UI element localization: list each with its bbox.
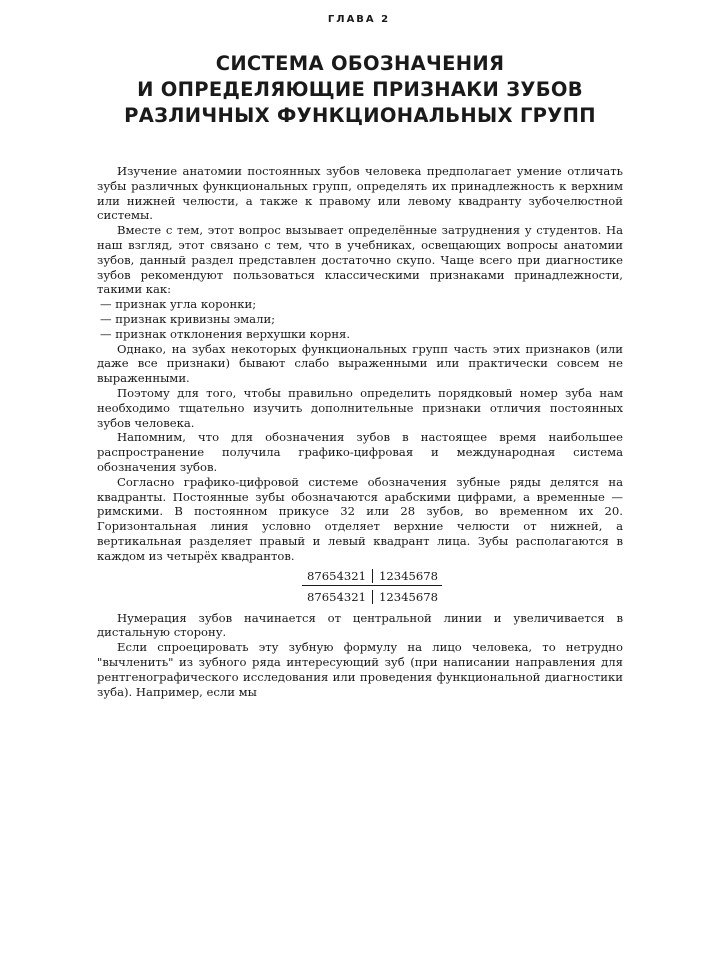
paragraph-7: Нумерация зубов начинается от центральной линии и увеличивается в дистальную сторону. (97, 610, 623, 640)
formula-lower-right-quadrant: 87654321 (302, 590, 373, 604)
list-item-root-deviation: — признак отклонения верхушки корня. (100, 326, 351, 341)
formula-lower-left-quadrant: 12345678 (379, 589, 439, 604)
formula-lower-row (302, 586, 442, 606)
running-head-chapter: ГЛАВА 2 (327, 14, 391, 25)
paragraph-4: Поэтому для того, чтобы правильно определить порядковый номер зуба нам необходимо тщательно изучить дополнительные признаки отличия постоянных зубов человека. (97, 385, 623, 430)
formula-upper-left-quadrant: 12345678 (379, 568, 439, 583)
list-item-enamel-curvature: — признак кривизны эмали; (100, 311, 276, 326)
paragraph-3: Однако, на зубах некоторых функциональных групп часть этих признаков (или даже все признаки) бывают слабо выраженными или практически совсем не выраженными. (97, 341, 623, 386)
list-item-crown-angle: — признак угла коронки; (100, 297, 257, 312)
paragraph-5: Напомним, что для обозначения зубов в настоящее время наибольшее распространение получила графико-цифровая и международная система обозначения зубов. (97, 430, 623, 474)
formula-upper-right-quadrant: 87654321 (302, 569, 373, 583)
body-text (97, 164, 623, 699)
formula-upper-row (302, 567, 442, 586)
paragraph-2: Вместе с тем, этот вопрос вызывает определённые затруднения у студентов. На наш взгляд, этот связано с тем, что в учебниках, освещающих вопросы анатомии зубов, данный раздел представлен достаточно скупо. Чаще всего при диагностике зубов рекомендуют пользоваться классическими признаками принадлежности, такими как: (97, 223, 623, 297)
paragraph-6: Согласно графико-цифровой системе обозначения зубные ряды делятся на квадранты. Постоянные зубы обозначаются арабскими цифрами, а временные — римскими. В постоянном прикусе 32 или 28 зубов, во временном их 20. Горизонтальная линия условно отделяет верхние челюсти от нижней, а вертикальная разделяет правый и левый квадрант лица. Зубы располагаются в каждом из четырёх квадрантов. (97, 474, 623, 563)
paragraph-1: Изучение анатомии постоянных зубов человека предполагает умение отличать зубы различных функциональных групп, определять их принадлежность к верхним или нижней челюсти, а также к правому или левому квадранту зубочелюстной системы. (97, 164, 623, 223)
dental-formula (302, 567, 442, 606)
paragraph-8: Если спроецировать эту зубную формулу на лицо человека, то нетрудно "вычленить" из зубного ряда интересующий зуб (при написании направления для рентгенографического исследования или проведения функциональной диагностики зуба). Например, если мы (97, 640, 623, 699)
title-line-1: СИСТЕМА ОБОЗНАЧЕНИЯ (215, 52, 505, 75)
title-line-2: И ОПРЕДЕЛЯЮЩИЕ ПРИЗНАКИ ЗУБОВ (137, 78, 583, 101)
chapter-title (60, 51, 660, 129)
title-line-3: РАЗЛИЧНЫХ ФУНКЦИОНАЛЬНЫХ ГРУПП (124, 104, 596, 127)
